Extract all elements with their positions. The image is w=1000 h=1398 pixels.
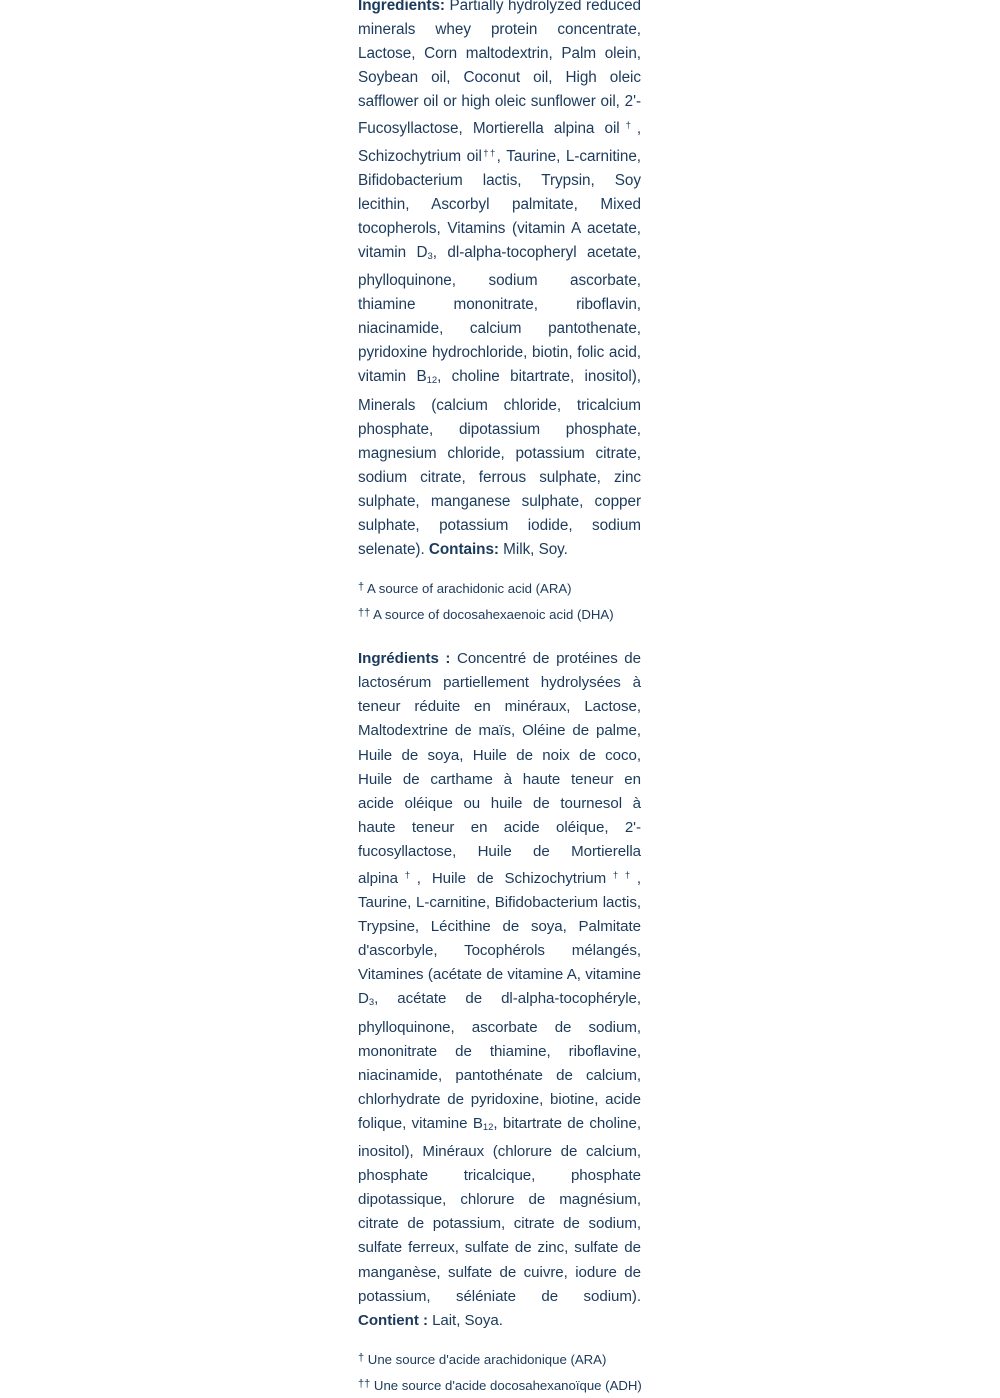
french-footnote-2 <box>358 1372 641 1398</box>
french-footnotes <box>358 1346 641 1398</box>
double-dagger-marker-en-1: †† <box>481 147 497 159</box>
english-ingredients-heading: Ingredients: <box>358 0 445 14</box>
english-ingredients-text-1: Partially hydrolyzed reduced minerals whey protein concentrate, Lactose, Corn maltodextrin, Palm olein, Soybean oil, Coconut oil, High oleic safflower oil or high oleic sunflower oil, 2'-Fucosyllactose, Mortierella alpina oil <box>358 0 641 138</box>
double-dagger-icon-fr-2: †† <box>358 1377 371 1390</box>
vitamin-d3-subscript-en: 3 <box>427 250 433 262</box>
french-footnote-1 <box>358 1346 641 1372</box>
english-ingredients-text-3: , Taurine, L-carnitine, Bifidobacterium lactis, Trypsin, Soy lecithin, Ascorbyl palmitate, Mixed tocopherols, Vitamins (vitamin A acetate, vitamin D <box>358 147 641 261</box>
double-dagger-icon-en-2: †† <box>358 607 371 620</box>
english-footnote-1 <box>358 575 641 601</box>
english-contains-text: Milk, Soy. <box>498 541 568 559</box>
french-contains-text: Lait, Soya. <box>427 1311 503 1329</box>
vitamin-b12-subscript-en: 12 <box>426 375 438 387</box>
dagger-marker-fr-1: † <box>398 870 417 881</box>
vitamin-b12-subscript-fr: 12 <box>482 1121 494 1133</box>
french-ingredients-text-1: Concentré de protéines de lactosérum partiellement hydrolysées à teneur réduite en minéraux, Lactose, Maltodextrine de maïs, Oléine de palme, Huile de soya, Huile de noix de coco, Huile de carthame à haute teneur en acide oléique ou huile de tournesol à haute teneur en acide oléique, 2'-fucosyllactose, Huile de Mortierella alpina <box>358 650 641 887</box>
ingredients-label-column <box>358 0 641 1398</box>
english-footnote-1-text: A source of arachidonic acid (ARA) <box>364 581 572 597</box>
dagger-icon-fr-1: † <box>358 1351 365 1364</box>
french-ingredients-text-3: , Taurine, L-carnitine, Bifidobacterium lactis, Trypsine, Lécithine de soya, Palmitate d'ascorbyle, Tocophérols mélangés, Vitamines (acétate de vitamine A, vitamine D <box>358 870 642 1008</box>
english-ingredients-text-4: , dl-alpha-tocopheryl acetate, phylloquinone, sodium ascorbate, thiamine mononitrate, riboflavin, niacinamide, calcium pantothenate, pyridoxine hydrochloride, biotin, folic acid, vitamin B <box>358 243 641 386</box>
english-footnote-2-text: A source of docosahexaenoic acid (DHA) <box>370 607 614 623</box>
french-ingredients-text-5: , bitartrate de choline, inositol), Minéraux (chlorure de calcium, phosphate tricalcique, phosphate dipotassique, chlorure de magnésium, citrate de potassium, citrate de sodium, sulfate ferreux, sulfate de zinc, sulfate de manganèse, sulfate de cuivre, iodure de potassium, séléniate de sodium). <box>358 1114 641 1305</box>
english-footnotes <box>358 575 641 627</box>
double-dagger-marker-fr-1: †† <box>606 870 637 881</box>
french-contains-heading: Contient : <box>358 1311 428 1329</box>
dagger-icon-en-1: † <box>358 581 365 594</box>
vitamin-d3-subscript-fr: 3 <box>368 997 375 1009</box>
english-ingredients-text-5: , choline bitartrate, inositol), Minerals (calcium chloride, tricalcium phosphate, dipotassium phosphate, magnesium chloride, potassium citrate, sodium citrate, ferrous sulphate, zinc sulphate, manganese sulphate, copper sulphate, potassium iodide, sodium selenate). <box>358 368 641 559</box>
french-ingredients-text-4: , acétate de dl-alpha-tocophéryle, phylloquinone, ascorbate de sodium, mononitrate de thiamine, riboflavine, niacinamide, pantothénate de calcium, chlorhydrate de pyridoxine, biotine, acide folique, vitamine B <box>358 990 641 1132</box>
french-ingredients-heading: Ingrédients : <box>358 650 451 668</box>
english-ingredients-paragraph <box>358 0 641 562</box>
language-divider <box>358 627 641 647</box>
english-ingredients-text-2: , Schizochytrium oil <box>358 120 642 165</box>
french-ingredients-text-2: , Huile de Schizochytrium <box>416 870 607 887</box>
english-contains-heading: Contains: <box>428 541 499 559</box>
french-footnote-1-text: Une source d'acide arachidonique (ARA) <box>364 1351 607 1367</box>
french-footnote-2-text: Une source d'acide docosahexanoïque (ADH) <box>370 1377 642 1393</box>
english-footnote-2 <box>358 601 641 627</box>
french-ingredients-paragraph <box>358 647 641 1333</box>
dagger-marker-en-1: † <box>619 120 637 132</box>
